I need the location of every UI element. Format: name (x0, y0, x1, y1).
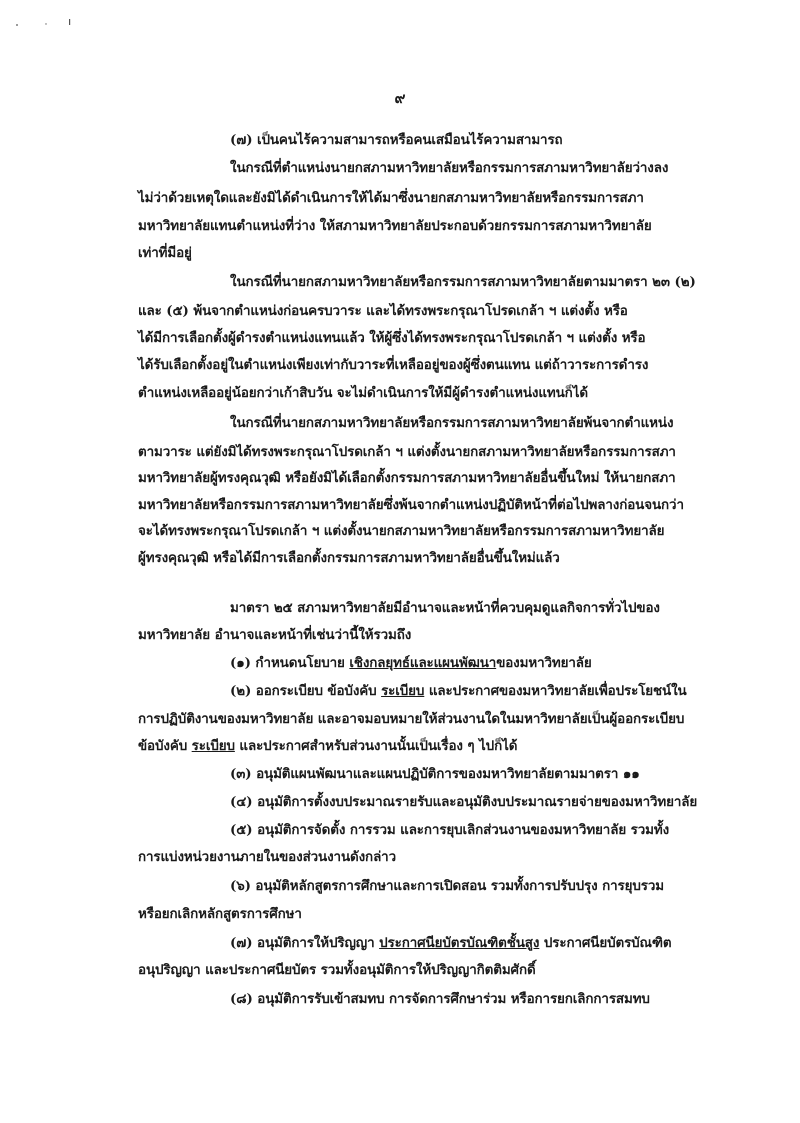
text-line (230, 130, 563, 150)
page-number: ๙ (394, 89, 406, 107)
text-segment: มหาวิทยาลัยแทนตำแหน่งที่ว่าง ให้สภามหาวิทยาลัยประกอบด้วยกรรมการสภามหาวิทยาลัย (138, 218, 652, 234)
text-line (138, 243, 192, 263)
text-segment: ได้รับเลือกตั้งอยู่ในตำแหน่งเพียงเท่ากับวาระที่เหลืออยู่ของผู้ซึ่งตนแทน แต่ถ้าวาระการดำรง (138, 357, 649, 373)
text-line (138, 495, 684, 515)
text-segment: มหาวิทยาลัยหรือกรรมการสภามหาวิทยาลัยซึ่งพ้นจากตำแหน่งปฏิบัติหน้าที่ต่อไปพลางก่อนจนกว่า (138, 497, 684, 513)
text-line (138, 328, 645, 348)
text-segment: (๗) เป็นคนไร้ความสามารถหรือคนเสมือนไร้ความสามารถ (230, 132, 563, 148)
text-segment: (๗) อนุมัติการให้ปริญญา (230, 935, 380, 951)
underlined-text: ระเบียบ (191, 738, 235, 754)
text-line (230, 989, 650, 1009)
text-segment: ประกาศนียบัตรบัณฑิต (539, 935, 672, 951)
text-line (138, 736, 517, 756)
text-segment: เท่าที่มีอยู่ (138, 245, 192, 261)
text-segment: ของมหาวิทยาลัย (496, 655, 592, 671)
text-line (138, 625, 411, 645)
text-segment: มหาวิทยาลัย อำนาจและหน้าที่เช่นว่านี้ให้รวมถึง (138, 627, 412, 643)
text-segment: การแบ่งหน่วยงานภายในของส่วนงานดังกล่าว (138, 849, 397, 865)
text-line (230, 158, 668, 178)
scan-specks (0, 0, 800, 40)
text-line (230, 933, 672, 953)
text-segment: ในกรณีที่นายกสภามหาวิทยาลัยหรือกรรมการสภามหาวิทยาลัยพ้นจากตำแหน่ง (230, 415, 674, 431)
text-line (230, 272, 696, 292)
text-segment: (๓) อนุมัติแผนพัฒนาและแผนปฏิบัติการของมหาวิทยาลัยตามมาตรา ๑๑ (230, 766, 640, 782)
text-segment: ในกรณีที่ตำแหน่งนายกสภามหาวิทยาลัยหรือกรรมการสภามหาวิทยาลัยว่างลง (230, 160, 669, 176)
text-segment: หรือยกเลิกหลักสูตรการศึกษา (138, 906, 302, 922)
text-segment: ไม่ว่าด้วยเหตุใดและยังมิได้ดำเนินการให้ได้มาซึ่งนายกสภามหาวิทยาลัยหรือกรรมการสภา (138, 190, 644, 206)
text-line (138, 521, 664, 541)
text-segment: ได้มีการเลือกตั้งผู้ดำรงตำแหน่งแทนแล้ว ให้ผู้ซึ่งได้ทรงพระกรุณาโปรดเกล้า ฯ แต่งตั้ง หรือ (138, 330, 646, 346)
text-segment: การปฏิบัติงานของมหาวิทยาลัย และอาจมอบหมายให้ส่วนงานใดในมหาวิทยาลัยเป็นผู้ออกระเบียบ (138, 711, 685, 727)
text-line (138, 301, 628, 321)
text-line (230, 764, 640, 784)
text-segment: มาตรา ๒๕ สภามหาวิทยาลัยมีอำนาจและหน้าที่ควบคุมดูแลกิจการทั่วไปของ (230, 600, 660, 616)
text-line (230, 413, 673, 433)
text-segment: มหาวิทยาลัยผู้ทรงคุณวุฒิ หรือยังมิได้เลือกตั้งกรรมการสภามหาวิทยาลัยอื่นขึ้นใหม่ ให้นายกสภา (138, 470, 676, 486)
text-line (138, 355, 648, 375)
text-segment: ผู้ทรงคุณวุฒิ หรือได้มีการเลือกตั้งกรรมการสภามหาวิทยาลัยอื่นขึ้นใหม่แล้ว (138, 550, 560, 566)
text-line (138, 709, 684, 729)
text-line (138, 904, 302, 924)
underlined-text: ประกาศนียบัตรบัณฑิตชั้นสูง (379, 935, 540, 951)
text-line (230, 653, 592, 673)
text-segment: ตำแหน่งเหลืออยู่น้อยกว่าเก้าสิบวัน จะไม่ดำเนินการให้มีผู้ดำรงตำแหน่งแทนก็ได้ (138, 385, 588, 401)
text-segment: และประกาศของมหาวิทยาลัยเพื่อประโยชน์ใน (424, 683, 687, 699)
text-segment: (๕) อนุมัติการจัดตั้ง การรวม และการยุบเลิกส่วนงานของมหาวิทยาลัย รวมทั้ง (230, 822, 670, 838)
text-segment: ข้อบังคับ (138, 738, 192, 754)
text-line (138, 442, 676, 462)
text-segment: ตามวาระ แต่ยังมิได้ทรงพระกรุณาโปรดเกล้า ฯ แต่งตั้งนายกสภามหาวิทยาลัยหรือกรรมการสภา (138, 444, 676, 460)
text-line (138, 548, 560, 568)
text-line (138, 847, 396, 867)
text-line (230, 792, 697, 812)
text-line (230, 681, 687, 701)
text-line (230, 820, 669, 840)
text-segment: (๔) อนุมัติการตั้งงบประมาณรายรับและอนุมัติงบประมาณรายจ่ายของมหาวิทยาลัย (230, 794, 698, 810)
text-segment: จะได้ทรงพระกรุณาโปรดเกล้า ฯ แต่งตั้งนายกสภามหาวิทยาลัยหรือกรรมการสภามหาวิทยาลัย (138, 523, 665, 539)
text-segment: (๘) อนุมัติการรับเข้าสมทบ การจัดการศึกษาร่วม หรือการยกเลิกการสมทบ (230, 991, 650, 1007)
text-segment: (๖) อนุมัติหลักสูตรการศึกษาและการเปิดสอน รวมทั้งการปรับปรุง การยุบรวม (230, 878, 664, 894)
text-segment: (๒) ออกระเบียบ ข้อบังคับ (230, 683, 382, 699)
text-line (230, 876, 664, 896)
text-segment: และ (๕) พ้นจากตำแหน่งก่อนครบวาระ และได้ทรงพระกรุณาโปรดเกล้า ฯ แต่งตั้ง หรือ (138, 303, 628, 319)
text-line (138, 960, 536, 980)
underlined-text: ระเบียบ (381, 683, 425, 699)
text-line (230, 598, 660, 618)
text-segment: (๑) กำหนดนโยบาย (230, 655, 350, 671)
text-segment: และประกาศสำหรับส่วนงานนั้นเป็นเรื่อง ๆ ไปก็ได้ (234, 738, 518, 754)
text-segment: ในกรณีที่นายกสภามหาวิทยาลัยหรือกรรมการสภามหาวิทยาลัยตามมาตรา ๒๓ (๒) (230, 274, 696, 290)
text-line (138, 383, 588, 403)
text-line (138, 188, 644, 208)
underlined-text: เชิงกลยุทธ์และแผนพัฒนา (349, 655, 497, 671)
text-segment: อนุปริญญา และประกาศนียบัตร รวมทั้งอนุมัติการให้ปริญญากิตติมศักดิ์ (138, 962, 536, 978)
text-line (138, 216, 652, 236)
text-line (138, 468, 676, 488)
